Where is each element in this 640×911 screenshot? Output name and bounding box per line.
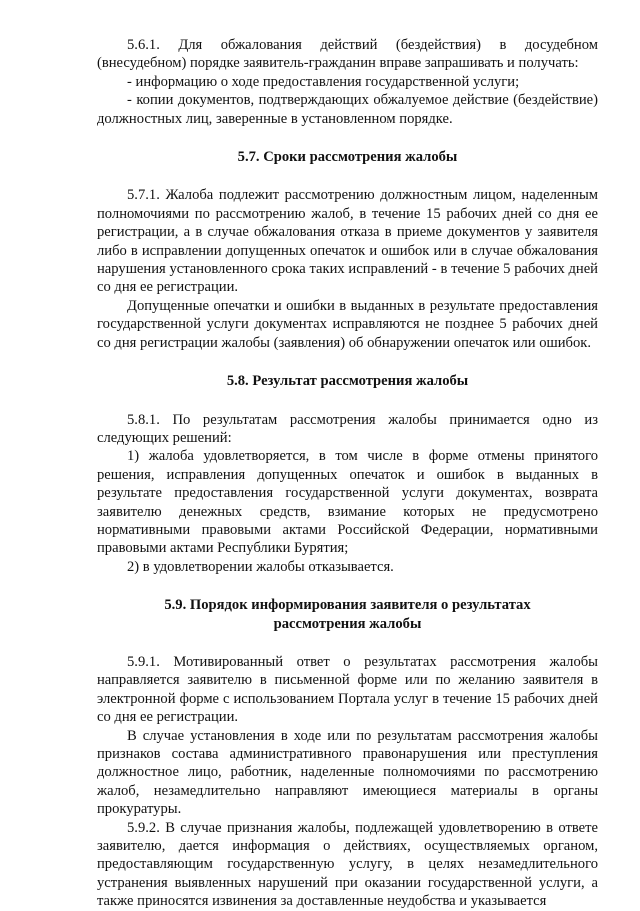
heading-5-8: 5.8. Результат рассмотрения жалобы <box>226 373 469 390</box>
paragraph-5-7-1: 5.7.1. Жалоба подлежит рассмотрению должностным лицом, наделенным полномочиями по рассмотрению жалоб, в течение 15 рабочих дней со дня ее регистрации, а в случае обжалования отказа в приеме документов у заявителя либо в исправлении допущенных опечаток и ошибок или в случае обжалования нарушения установленного срока таких исправлений - в течение 5 рабочих дней со дня ее регистрации. <box>97 187 598 296</box>
heading-5-9-line-1: 5.9. Порядок информирования заявителя о результатах <box>164 597 531 614</box>
list-item-document-copies: - копии документов, подтверждающих обжалуемое действие (бездействие) должностных лиц, заверенные в установленном порядке. <box>97 92 598 127</box>
decision-item-1: 1) жалоба удовлетворяется, в том числе в форме отмены принятого решения, исправления допущенных опечаток и ошибок в выданных в результате предоставления государственной услуги документах, возврата заявителю денежных средств, взимание которых не предусмотрено нормативными правовыми актами Российской Федерации, нормативными правовыми актами Республики Бурятия; <box>97 448 598 557</box>
section-5-7 <box>97 148 598 352</box>
paragraph-5-9-1: 5.9.1. Мотивированный ответ о результатах рассмотрения жалобы направляется заявителю в письменной форме или по желанию заявителя в электронной форме с использованием Портала услуг в течение 15 рабочих дней со дня ее регистрации. <box>97 653 598 726</box>
heading-5-9-line-2: рассмотрения жалобы <box>273 615 422 632</box>
heading-5-7: 5.7. Сроки рассмотрения жалобы <box>237 149 458 166</box>
paragraph-5-8-1: 5.8.1. По результатам рассмотрения жалобы принимается одно из следующих решений: <box>97 411 598 446</box>
section-5-6 <box>97 36 598 128</box>
decision-item-2: 2) в удовлетворении жалобы отказывается. <box>127 558 394 575</box>
paragraph-5-9-2: 5.9.2. В случае признания жалобы, подлежащей удовлетворению в ответе заявителю, дается информация о действиях, осуществляемых органом, предоставляющим государственную услугу, в целях незамедлительного устранения выявленных нарушений при оказании государственной услуги, а также приносятся извинения за доставленные неудобства и указывается <box>97 819 598 910</box>
section-5-9 <box>97 596 598 911</box>
list-item-progress-info: - информацию о ходе предоставления государственной услуги; <box>127 73 520 90</box>
paragraph-prosecutor-referral: В случае установления в ходе или по результатам рассмотрения жалобы признаков состава административного правонарушения или преступления должностное лицо, работник, наделенные полномочиями по рассмотрению жалоб, незамедлительно направляют имеющиеся материалы в органы прокуратуры. <box>97 727 598 818</box>
heading-5-9 <box>97 596 598 633</box>
paragraph-typo-correction: Допущенные опечатки и ошибки в выданных в результате предоставления государственной услуги документах исправляются не позднее 5 рабочих дней со дня регистрации жалобы (заявления) об обнаружении опечаток или ошибок. <box>97 297 598 351</box>
section-5-8 <box>97 372 598 576</box>
paragraph-5-6-1: 5.6.1. Для обжалования действий (бездействия) в досудебном (внесудебном) порядке заявитель-гражданин вправе запрашивать и получать: <box>97 37 598 72</box>
